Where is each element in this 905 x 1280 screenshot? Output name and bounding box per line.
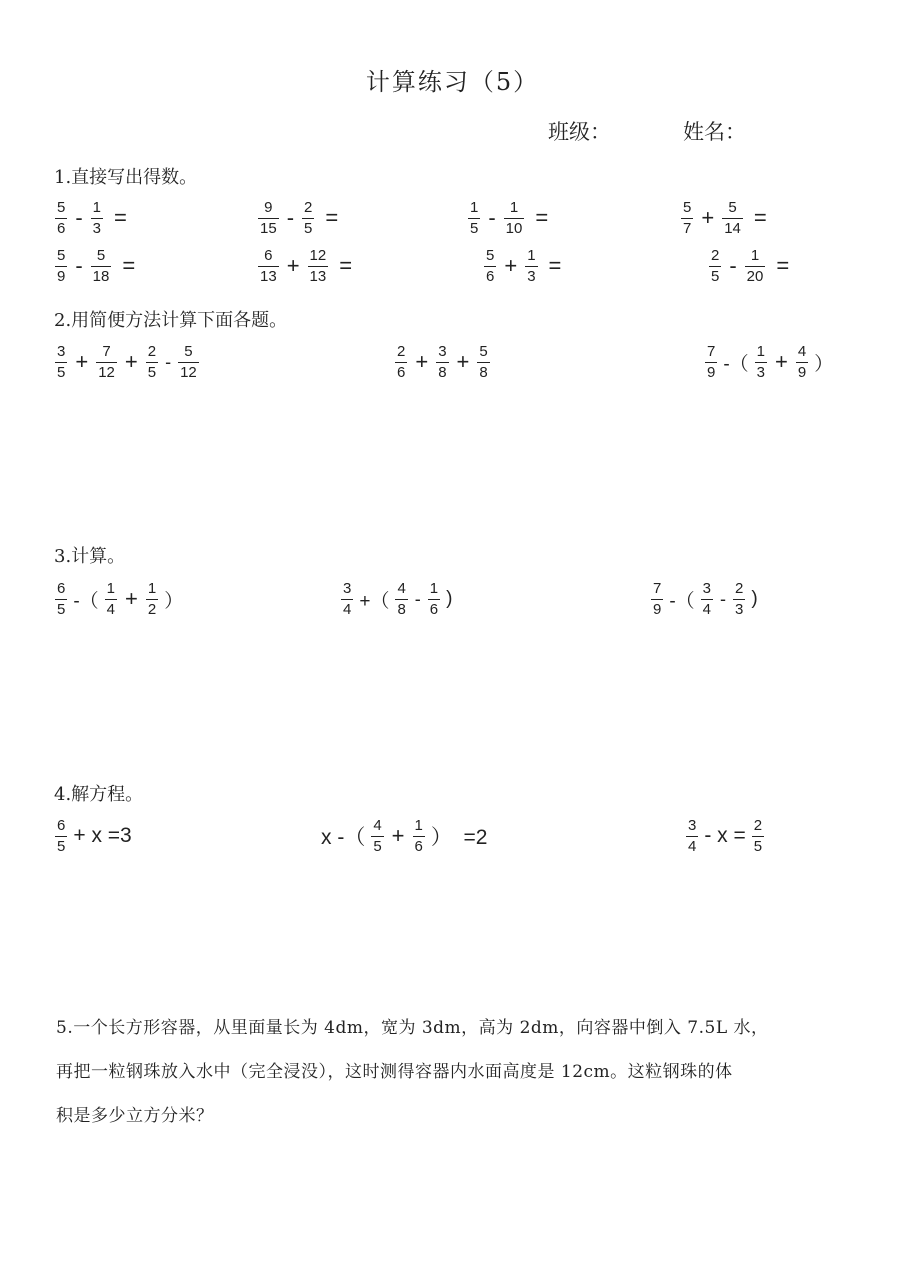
equation-suffix: ） =2	[430, 826, 488, 850]
equals-sign: =	[535, 205, 549, 231]
operator: +	[456, 349, 470, 375]
operator: +	[775, 349, 788, 375]
q1-expression	[255, 200, 338, 237]
operator: -（	[73, 590, 99, 612]
equation-rest: + x =3	[73, 824, 132, 848]
q2-expression-2	[392, 344, 493, 381]
operator: +	[124, 349, 138, 375]
q1-expression	[678, 200, 767, 237]
q2-expression-1	[52, 344, 202, 381]
fraction: $\frac{4}{9}$	[797, 343, 807, 381]
fraction: $\frac{1}{3}$	[527, 247, 536, 285]
fraction: $\frac{6}{5}$	[57, 580, 66, 618]
fraction: $\frac{2}{3}$	[735, 580, 744, 618]
word-problem-line-1: 5.一个长方形容器，从里面量长为 4dm，宽为 3dm，高为 2dm，向容器中倒入 7.5L 水，	[56, 1018, 769, 1038]
operator: +	[286, 253, 300, 279]
q1-expression	[52, 200, 127, 237]
fraction: $\frac{9}{15}$	[260, 199, 277, 237]
operator: -	[75, 253, 83, 279]
q2-expression-3	[702, 344, 836, 381]
q3-expression-3	[648, 581, 761, 618]
equals-sign: =	[776, 253, 790, 279]
operator: +	[415, 349, 429, 375]
section-2-title: 2.用简便方法计算下面各题。	[54, 310, 288, 331]
close-paren: ）	[814, 353, 834, 375]
word-problem-line-2: 再把一粒钢珠放入水中（完全浸没），这时测得容器内水面高度是 12cm。这粒钢珠的体	[56, 1062, 733, 1082]
fraction: $\frac{3}{4}$	[343, 580, 352, 618]
fraction: $\frac{6}{5}$	[57, 817, 66, 855]
fraction: $\frac{4}{5}$	[373, 817, 382, 855]
class-label: 班级：	[548, 120, 611, 144]
equation-prefix: x -（	[321, 826, 366, 850]
word-problem-line-3: 积是多少立方分米？	[56, 1106, 214, 1126]
fraction: $\frac{5}{6}$	[57, 199, 66, 237]
section-4-title: 4.解方程。	[54, 784, 144, 805]
operator: -	[720, 588, 727, 609]
fraction: $\frac{2}{5}$	[711, 247, 720, 285]
fraction: $\frac{3}{4}$	[702, 580, 712, 618]
section-3-title: 3.计算。	[54, 546, 126, 567]
fraction: $\frac{1}{20}$	[746, 247, 764, 285]
fraction: $\frac{1}{5}$	[470, 199, 479, 237]
equals-sign: =	[114, 205, 127, 231]
fraction: $\frac{1}{10}$	[505, 199, 523, 237]
close-paren: )	[446, 588, 453, 610]
close-paren: )	[751, 588, 758, 610]
fraction: $\frac{3}{5}$	[57, 343, 66, 381]
operator: -	[75, 205, 83, 231]
operator: +	[125, 586, 138, 612]
fraction: $\frac{2}{5}$	[304, 199, 313, 237]
fraction: $\frac{3}{4}$	[688, 817, 697, 855]
operator: +	[391, 823, 405, 849]
fraction: $\frac{4}{8}$	[397, 580, 406, 618]
fraction: $\frac{3}{8}$	[438, 343, 447, 381]
q1-expression	[465, 200, 548, 237]
fraction: $\frac{1}{3}$	[92, 199, 102, 237]
q4-equation-2	[318, 818, 491, 855]
operator: -	[414, 588, 421, 609]
q1-expression	[255, 248, 352, 285]
equals-sign: =	[325, 205, 339, 231]
fraction: $\frac{2}{6}$	[397, 343, 406, 381]
operator: +	[504, 253, 518, 279]
fraction: $\frac{1}{4}$	[106, 580, 116, 618]
fraction: $\frac{5}{6}$	[486, 247, 495, 285]
fraction: $\frac{1}{6}$	[429, 580, 439, 618]
fraction: $\frac{1}{2}$	[147, 580, 157, 618]
fraction: $\frac{7}{9}$	[653, 580, 662, 618]
operator: +	[701, 205, 715, 231]
q4-equation-1	[52, 818, 135, 855]
fraction: $\frac{5}{14}$	[724, 199, 741, 237]
q3-expression-1	[52, 581, 186, 618]
fraction: $\frac{1}{3}$	[756, 343, 766, 381]
fraction: $\frac{5}{18}$	[92, 247, 110, 285]
equation-middle: - x =	[704, 824, 746, 848]
operator: -	[286, 205, 295, 231]
operator: -	[729, 253, 737, 279]
fraction: $\frac{5}{9}$	[57, 247, 66, 285]
fraction: $\frac{2}{5}$	[753, 817, 763, 855]
name-label: 姓名：	[683, 120, 746, 144]
q3-expression-2	[338, 581, 455, 618]
equals-sign: =	[753, 205, 767, 231]
operator: -	[165, 351, 172, 372]
page-title: 计算练习（5）	[365, 68, 540, 96]
q1-expression	[481, 248, 561, 285]
operator: -（	[723, 353, 749, 375]
equals-sign: =	[122, 253, 136, 279]
fraction: $\frac{7}{9}$	[707, 343, 716, 381]
operator: -（	[669, 590, 695, 612]
equals-sign: =	[339, 253, 353, 279]
equals-sign: =	[548, 253, 562, 279]
q1-expression	[706, 248, 789, 285]
fraction: $\frac{5}{8}$	[479, 343, 488, 381]
q1-expression	[52, 248, 135, 285]
q4-equation-3	[683, 818, 767, 855]
fraction: $\frac{6}{13}$	[260, 247, 277, 285]
close-paren: ）	[164, 590, 184, 612]
fraction: $\frac{2}{5}$	[147, 343, 157, 381]
operator: -	[488, 205, 496, 231]
fraction: $\frac{5}{12}$	[180, 343, 197, 381]
fraction: $\frac{7}{12}$	[98, 343, 115, 381]
operator: +（	[359, 590, 390, 612]
fraction: $\frac{5}{7}$	[683, 199, 692, 237]
operator: +	[75, 349, 89, 375]
word-problem	[56, 1006, 856, 1138]
section-1-title: 1.直接写出得数。	[54, 167, 198, 188]
fraction: $\frac{1}{6}$	[414, 817, 423, 855]
fraction: $\frac{12}{13}$	[309, 247, 327, 285]
